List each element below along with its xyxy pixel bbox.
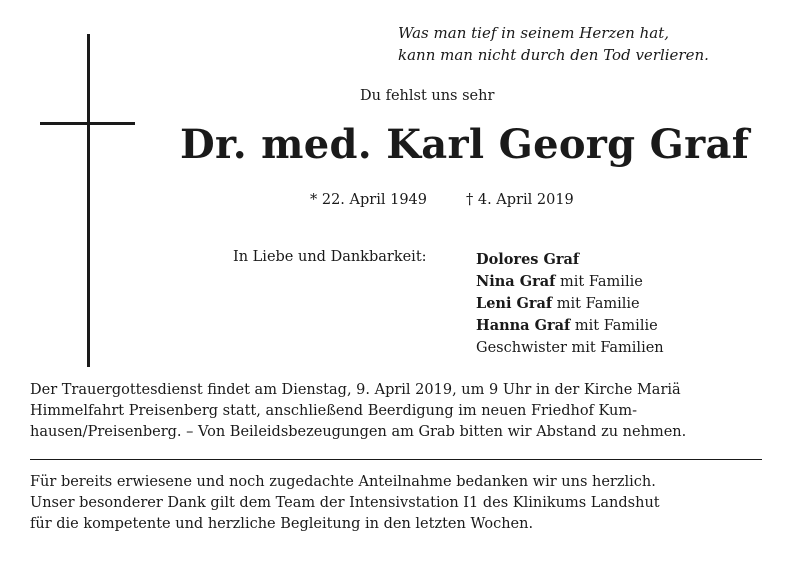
mourner-name: Dolores Graf [476,251,580,268]
deceased-name: Dr. med. Karl Georg Graf [180,121,750,168]
mourner-suffix: mit Familie [552,296,640,312]
thanks-notice-line: Unser besonderer Dank gilt dem Team der Intensivstation I1 des Klinikums Landshut [30,495,660,511]
mourners-label: In Liebe und Dankbarkeit: [233,249,427,265]
thanks-notice-line: für die kompetente und herzliche Begleitung in den letzten Wochen. [30,516,534,532]
mourner-suffix: mit Familie [570,318,658,334]
death-date: † 4. April 2019 [466,192,574,208]
mourner-item [476,271,664,293]
mourner-item [476,337,664,359]
motto-quote [398,22,758,66]
mourner-name: Nina Graf [476,273,556,290]
mourner-suffix: Geschwister mit Familien [476,340,664,356]
mourner-item [476,249,664,271]
mourner-name: Leni Graf [476,295,553,312]
motto-line-1: Was man tief in seinem Herzen hat, [398,24,670,42]
mourner-name: Hanna Graf [476,317,571,334]
motto-line-2: kann man nicht durch den Tod verlieren. [398,46,709,64]
service-notice-line: Himmelfahrt Preisenberg statt, anschließend Beerdigung im neuen Friedhof Kum- [30,403,638,419]
mourner-item [476,315,664,337]
thanks-notice [30,472,762,535]
birth-date: * 22. April 1949 [310,192,427,208]
cross-horizontal-bar [40,122,135,125]
service-notice-line: Der Trauergottesdienst findet am Dienstag, 9. April 2019, um 9 Uhr in der Kirche Mariä [30,382,681,398]
divider-line [30,459,762,460]
mourner-suffix: mit Familie [555,274,643,290]
intro-text: Du fehlst uns sehr [360,88,495,104]
service-notice-line: hausen/Preisenberg. – Von Beileidsbezeugungen am Grab bitten wir Abstand zu nehmen. [30,424,687,440]
thanks-notice-line: Für bereits erwiesene und noch zugedachte Anteilnahme bedanken wir uns herzlich. [30,474,656,490]
mourner-item [476,293,664,315]
cross-vertical-bar [87,34,90,367]
mourners-list [476,249,664,359]
service-notice [30,380,762,443]
